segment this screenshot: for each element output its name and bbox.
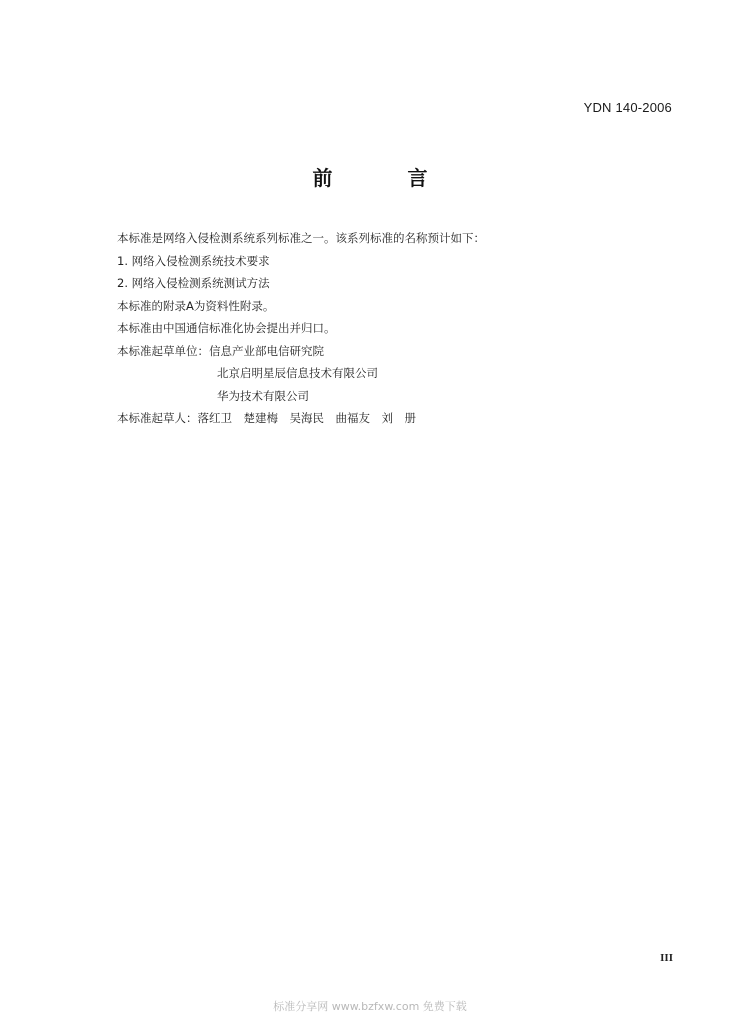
proposer-note: 本标准由中国通信标准化协会提出并归口。 (117, 321, 336, 335)
foreword-body (117, 227, 677, 430)
standard-code: YDN 140-2006 (583, 100, 672, 115)
series-item-2: 2. 网络入侵检测系统测试方法 (117, 276, 270, 290)
drafting-unit-2: 北京启明星辰信息技术有限公司 (217, 366, 378, 380)
page-title: 前 言 (312, 166, 462, 190)
series-item-1: 1. 网络入侵检测系统技术要求 (117, 253, 270, 268)
appendix-note: 本标准的附录A为资料性附录。 (117, 298, 275, 313)
watermark-text: 标准分享网 www.bzfxw.com 免费下载 (273, 1000, 467, 1013)
page-number: III (660, 952, 673, 964)
drafters-line: 本标准起草人：落红卫 楚建梅 吴海民 曲福友 刘 册 (117, 411, 416, 425)
drafting-unit-1: 本标准起草单位：信息产业部电信研究院 (117, 343, 324, 358)
drafting-unit-3: 华为技术有限公司 (217, 388, 309, 403)
foreword-intro-line: 本标准是网络入侵检测系统系列标准之一。该系列标准的名称预计如下： (117, 231, 485, 245)
